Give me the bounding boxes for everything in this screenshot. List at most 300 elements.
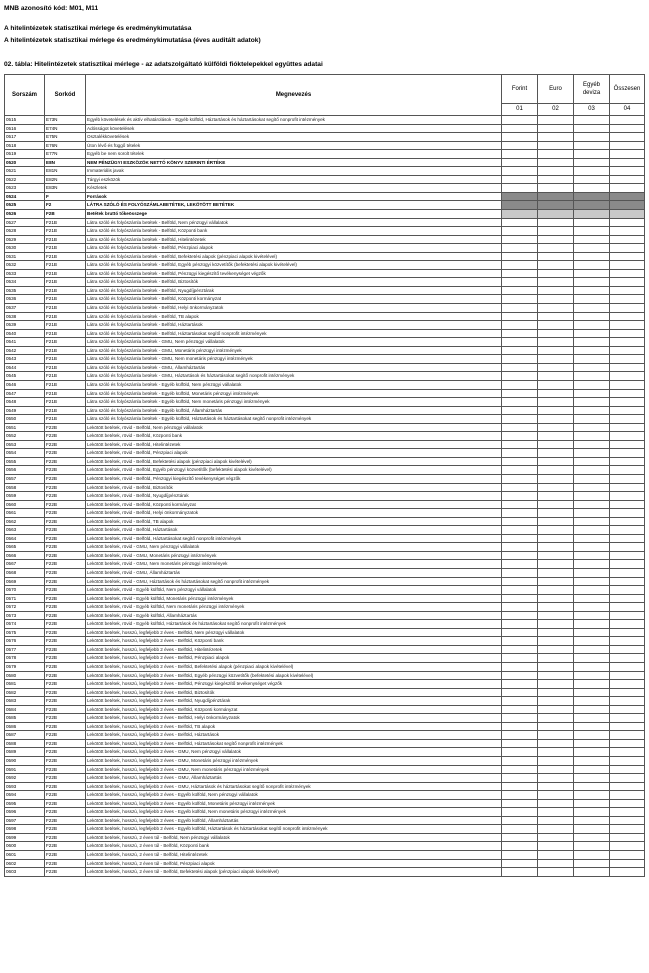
table-row xyxy=(5,492,645,501)
table-row xyxy=(5,799,645,808)
row-sorszam: 0561 xyxy=(5,509,45,518)
value-cell-egyeb-deviza xyxy=(574,483,610,492)
value-cell-forint xyxy=(502,859,538,868)
table-row xyxy=(5,765,645,774)
value-cell-euro xyxy=(538,304,574,313)
value-cell-forint xyxy=(502,415,538,424)
value-cell-egyeb-deviza xyxy=(574,167,610,176)
row-sorszam: 0554 xyxy=(5,449,45,458)
row-sorkod: F22B xyxy=(45,466,86,475)
row-sorkod: F xyxy=(45,192,86,201)
value-cell-osszesen xyxy=(610,415,645,424)
value-cell-egyeb-deviza xyxy=(574,833,610,842)
table-row xyxy=(5,774,645,783)
table-row xyxy=(5,680,645,689)
value-cell-euro xyxy=(538,705,574,714)
row-sorszam: 0551 xyxy=(5,423,45,432)
table-row xyxy=(5,346,645,355)
value-cell-egyeb-deviza xyxy=(574,663,610,672)
value-cell-euro xyxy=(538,748,574,757)
value-cell-forint xyxy=(502,304,538,313)
value-cell-forint xyxy=(502,594,538,603)
table-row xyxy=(5,551,645,560)
value-cell-euro xyxy=(538,551,574,560)
value-cell-forint xyxy=(502,731,538,740)
table-row xyxy=(5,261,645,270)
value-cell-egyeb-deviza xyxy=(574,304,610,313)
row-sorszam: 0540 xyxy=(5,329,45,338)
row-megnevezes: Lekötött betétek, hosszú, legfeljebb 2 éves - Egyéb külföld, Háztartások és háztartásokat segítő nonprofit intézmények xyxy=(86,825,502,834)
row-sorszam: 0602 xyxy=(5,859,45,868)
value-cell-forint xyxy=(502,406,538,415)
value-cell-forint xyxy=(502,321,538,330)
value-cell-euro xyxy=(538,406,574,415)
value-cell-osszesen xyxy=(610,603,645,612)
value-cell-osszesen xyxy=(610,868,645,877)
row-sorszam: 0526 xyxy=(5,210,45,219)
value-cell-osszesen xyxy=(610,398,645,407)
row-megnevezes: Lekötött betétek, hosszú, legfeljebb 2 éves - GMU, Háztartások és háztartásokat segítő nonprofit intézmények xyxy=(86,782,502,791)
value-cell-forint xyxy=(502,269,538,278)
value-cell-osszesen xyxy=(610,355,645,364)
value-cell-egyeb-deviza xyxy=(574,227,610,236)
value-cell-osszesen xyxy=(610,150,645,159)
value-cell-euro xyxy=(538,363,574,372)
value-cell-forint xyxy=(502,210,538,219)
row-sorkod: F22B xyxy=(45,688,86,697)
row-sorszam: 0562 xyxy=(5,517,45,526)
value-cell-osszesen xyxy=(610,509,645,518)
value-cell-euro xyxy=(538,620,574,629)
value-cell-forint xyxy=(502,671,538,680)
value-cell-osszesen xyxy=(610,671,645,680)
value-cell-osszesen xyxy=(610,731,645,740)
row-megnevezes: Lekötött betétek, hosszú, legfeljebb 2 éves - Egyéb külföld, Monetáris pénzügyi intézmények xyxy=(86,799,502,808)
row-sorkod: F22B xyxy=(45,586,86,595)
value-cell-osszesen xyxy=(610,380,645,389)
value-cell-forint xyxy=(502,680,538,689)
row-megnevezes: Lekötött betétek, rövid - Egyéb külföld, Háztartások és háztartásokat segítő nonprofit intézmények xyxy=(86,620,502,629)
value-cell-forint xyxy=(502,201,538,210)
value-cell-euro xyxy=(538,603,574,612)
row-sorszam: 0577 xyxy=(5,645,45,654)
col-num-01: 01 xyxy=(502,104,538,116)
value-cell-euro xyxy=(538,757,574,766)
table-row xyxy=(5,184,645,193)
row-sorkod: F22B xyxy=(45,663,86,672)
value-cell-forint xyxy=(502,833,538,842)
row-sorszam: 0556 xyxy=(5,466,45,475)
table-row xyxy=(5,235,645,244)
value-cell-euro xyxy=(538,543,574,552)
value-cell-forint xyxy=(502,372,538,381)
value-cell-euro xyxy=(538,628,574,637)
value-cell-osszesen xyxy=(610,218,645,227)
value-cell-euro xyxy=(538,645,574,654)
value-cell-osszesen xyxy=(610,235,645,244)
value-cell-osszesen xyxy=(610,791,645,800)
row-sorszam: 0584 xyxy=(5,705,45,714)
row-sorszam: 0593 xyxy=(5,782,45,791)
row-sorszam: 0594 xyxy=(5,791,45,800)
value-cell-forint xyxy=(502,355,538,364)
table-row xyxy=(5,175,645,184)
value-cell-forint xyxy=(502,423,538,432)
row-megnevezes: Látra szóló és folyószámla betétek - Belföld, Háztartások xyxy=(86,321,502,330)
table-title: 02. tábla: Hitelintézetek statisztikai mérlege - az adatszolgáltató külföldi fióktelepekkel együttes adatai xyxy=(4,61,323,68)
value-cell-euro xyxy=(538,278,574,287)
value-cell-osszesen xyxy=(610,329,645,338)
row-megnevezes: Látra szóló és folyószámla betétek - Belföld, Háztartásokat segítő nonprofit intézmények xyxy=(86,329,502,338)
value-cell-egyeb-deviza xyxy=(574,286,610,295)
value-cell-euro xyxy=(538,526,574,535)
table-row xyxy=(5,534,645,543)
value-cell-osszesen xyxy=(610,252,645,261)
value-cell-egyeb-deviza xyxy=(574,355,610,364)
value-cell-euro xyxy=(538,586,574,595)
row-megnevezes: Látra szóló és folyószámla betétek - Egyéb külföld, Nem pénzügyi vállalatok xyxy=(86,380,502,389)
value-cell-osszesen xyxy=(610,423,645,432)
value-cell-forint xyxy=(502,526,538,535)
row-sorszam: 0529 xyxy=(5,235,45,244)
row-sorkod: F22B xyxy=(45,568,86,577)
table-row xyxy=(5,192,645,201)
value-cell-osszesen xyxy=(610,192,645,201)
row-sorkod: F22B xyxy=(45,774,86,783)
row-sorszam: 0586 xyxy=(5,722,45,731)
row-megnevezes: Lekötött betétek, rövid - Belföld, Központi kormányzat xyxy=(86,500,502,509)
row-sorkod: F21B xyxy=(45,329,86,338)
value-cell-euro xyxy=(538,731,574,740)
value-cell-egyeb-deviza xyxy=(574,568,610,577)
row-sorkod: E83N xyxy=(45,184,86,193)
table-row xyxy=(5,517,645,526)
row-sorszam: 0603 xyxy=(5,868,45,877)
row-megnevezes: Lekötött betétek, rövid - Belföld, Egyéb pénzügyi közvetítők (befektetési alapok kivételével) xyxy=(86,466,502,475)
table-row xyxy=(5,509,645,518)
row-sorszam: 0534 xyxy=(5,278,45,287)
value-cell-osszesen xyxy=(610,586,645,595)
value-cell-osszesen xyxy=(610,851,645,860)
value-cell-forint xyxy=(502,722,538,731)
row-sorkod: F22B xyxy=(45,474,86,483)
value-cell-euro xyxy=(538,663,574,672)
row-sorszam: 0550 xyxy=(5,415,45,424)
value-cell-euro xyxy=(538,201,574,210)
value-cell-euro xyxy=(538,483,574,492)
row-sorszam: 0581 xyxy=(5,680,45,689)
table-row xyxy=(5,278,645,287)
value-cell-forint xyxy=(502,774,538,783)
column-header-row xyxy=(5,75,645,104)
value-cell-osszesen xyxy=(610,705,645,714)
row-sorkod: F22B xyxy=(45,654,86,663)
table-row xyxy=(5,714,645,723)
table-row xyxy=(5,440,645,449)
table-row xyxy=(5,133,645,142)
value-cell-euro xyxy=(538,218,574,227)
value-cell-osszesen xyxy=(610,739,645,748)
row-sorkod: F21B xyxy=(45,380,86,389)
value-cell-osszesen xyxy=(610,680,645,689)
row-sorszam: 0553 xyxy=(5,440,45,449)
value-cell-euro xyxy=(538,474,574,483)
value-cell-forint xyxy=(502,825,538,834)
value-cell-osszesen xyxy=(610,654,645,663)
col-egyeb-deviza: Egyéb deviza xyxy=(574,75,610,104)
row-sorszam: 0582 xyxy=(5,688,45,697)
row-megnevezes: Látra szóló és folyószámla betétek - GMU, Nem monetáris pénzügyi intézmények xyxy=(86,355,502,364)
value-cell-forint xyxy=(502,261,538,270)
value-cell-euro xyxy=(538,577,574,586)
table-row xyxy=(5,808,645,817)
value-cell-osszesen xyxy=(610,816,645,825)
value-cell-osszesen xyxy=(610,577,645,586)
value-cell-euro xyxy=(538,116,574,125)
value-cell-forint xyxy=(502,791,538,800)
value-cell-egyeb-deviza xyxy=(574,731,610,740)
row-sorszam: 0519 xyxy=(5,150,45,159)
value-cell-euro xyxy=(538,167,574,176)
value-cell-osszesen xyxy=(610,551,645,560)
value-cell-forint xyxy=(502,543,538,552)
row-sorkod: F22B xyxy=(45,808,86,817)
value-cell-forint xyxy=(502,808,538,817)
value-cell-egyeb-deviza xyxy=(574,278,610,287)
value-cell-forint xyxy=(502,158,538,167)
row-sorszam: 0517 xyxy=(5,133,45,142)
value-cell-osszesen xyxy=(610,440,645,449)
row-megnevezes: Egyéb be nem sorolt tételek xyxy=(86,150,502,159)
value-cell-egyeb-deviza xyxy=(574,210,610,219)
table-row xyxy=(5,620,645,629)
row-megnevezes: Lekötött betétek, rövid - Belföld, Helyi önkormányzatok xyxy=(86,509,502,518)
value-cell-egyeb-deviza xyxy=(574,500,610,509)
value-cell-egyeb-deviza xyxy=(574,697,610,706)
row-sorszam: 0542 xyxy=(5,346,45,355)
value-cell-egyeb-deviza xyxy=(574,509,610,518)
row-sorszam: 0591 xyxy=(5,765,45,774)
row-sorkod: F21B xyxy=(45,278,86,287)
table-row xyxy=(5,757,645,766)
row-megnevezes: Lekötött betétek, rövid - Belföld, Nem pénzügyi vállalatok xyxy=(86,423,502,432)
row-sorszam: 0535 xyxy=(5,286,45,295)
value-cell-euro xyxy=(538,842,574,851)
value-cell-egyeb-deviza xyxy=(574,398,610,407)
row-sorkod: F22B xyxy=(45,432,86,441)
value-cell-forint xyxy=(502,551,538,560)
value-cell-euro xyxy=(538,235,574,244)
value-cell-osszesen xyxy=(610,560,645,569)
row-sorkod: F22B xyxy=(45,722,86,731)
row-megnevezes: Lekötött betétek, hosszú, legfeljebb 2 éves - Egyéb külföld, Nem pénzügyi vállalatok xyxy=(86,791,502,800)
value-cell-forint xyxy=(502,457,538,466)
value-cell-forint xyxy=(502,175,538,184)
row-megnevezes: Úton lévő és függő tételek xyxy=(86,141,502,150)
row-sorszam: 0549 xyxy=(5,406,45,415)
value-cell-euro xyxy=(538,671,574,680)
row-megnevezes: Látra szóló és folyószámla betétek - Egyéb külföld, Háztartások és háztartásokat segítő nonprofit intézmények xyxy=(86,415,502,424)
row-sorkod: F22B xyxy=(45,782,86,791)
row-sorszam: 0523 xyxy=(5,184,45,193)
table-row xyxy=(5,466,645,475)
value-cell-egyeb-deviza xyxy=(574,380,610,389)
value-cell-euro xyxy=(538,261,574,270)
row-megnevezes: Látra szóló és folyószámla betétek - Belföld, Pénzpiaci alapok xyxy=(86,244,502,253)
table-row xyxy=(5,739,645,748)
table-row xyxy=(5,628,645,637)
value-cell-euro xyxy=(538,637,574,646)
row-sorkod: E8N xyxy=(45,158,86,167)
row-megnevezes: Lekötött betétek, rövid - Belföld, Pénzpiaci alapok xyxy=(86,449,502,458)
row-sorkod: E82N xyxy=(45,175,86,184)
value-cell-osszesen xyxy=(610,158,645,167)
row-sorszam: 0538 xyxy=(5,312,45,321)
row-sorkod: F22B xyxy=(45,594,86,603)
value-cell-forint xyxy=(502,739,538,748)
row-megnevezes: Látra szóló és folyószámla betétek - GMU, Államháztartás xyxy=(86,363,502,372)
row-sorkod: F22B xyxy=(45,560,86,569)
value-cell-euro xyxy=(538,851,574,860)
row-sorszam: 0558 xyxy=(5,483,45,492)
value-cell-euro xyxy=(538,372,574,381)
row-sorszam: 0600 xyxy=(5,842,45,851)
value-cell-egyeb-deviza xyxy=(574,363,610,372)
value-cell-forint xyxy=(502,663,538,672)
value-cell-forint xyxy=(502,782,538,791)
value-cell-egyeb-deviza xyxy=(574,851,610,860)
row-megnevezes: Lekötött betétek, rövid - GMU, Monetáris pénzügyi intézmények xyxy=(86,551,502,560)
row-sorkod: F21B xyxy=(45,346,86,355)
row-sorkod: F22B xyxy=(45,748,86,757)
row-megnevezes: Lekötött betétek, hosszú, legfeljebb 2 éves - Belföld, TB alapok xyxy=(86,722,502,731)
row-sorkod: F22B xyxy=(45,611,86,620)
value-cell-euro xyxy=(538,175,574,184)
report-subtitle: A hitelintézetek statisztikai mérlege és eredménykimutatása (éves auditált adatok) xyxy=(4,37,261,44)
value-cell-euro xyxy=(538,534,574,543)
row-sorkod: F21B xyxy=(45,218,86,227)
row-sorkod: F22B xyxy=(45,739,86,748)
row-megnevezes: Látra szóló és folyószámla betétek - Egyéb külföld, Államháztartás xyxy=(86,406,502,415)
row-megnevezes: Lekötött betétek, rövid - Belföld, Központi bank xyxy=(86,432,502,441)
value-cell-egyeb-deviza xyxy=(574,457,610,466)
row-sorszam: 0590 xyxy=(5,757,45,766)
value-cell-forint xyxy=(502,851,538,860)
row-sorkod: F22B xyxy=(45,620,86,629)
table-row xyxy=(5,252,645,261)
table-row xyxy=(5,483,645,492)
table-row xyxy=(5,842,645,851)
value-cell-egyeb-deviza xyxy=(574,560,610,569)
row-sorkod: E81N xyxy=(45,167,86,176)
value-cell-osszesen xyxy=(610,526,645,535)
value-cell-osszesen xyxy=(610,363,645,372)
value-cell-osszesen xyxy=(610,688,645,697)
value-cell-osszesen xyxy=(610,808,645,817)
value-cell-egyeb-deviza xyxy=(574,714,610,723)
table-row xyxy=(5,474,645,483)
value-cell-forint xyxy=(502,705,538,714)
value-cell-forint xyxy=(502,184,538,193)
value-cell-forint xyxy=(502,483,538,492)
value-cell-euro xyxy=(538,791,574,800)
table-row xyxy=(5,389,645,398)
value-cell-osszesen xyxy=(610,568,645,577)
row-sorszam: 0587 xyxy=(5,731,45,740)
row-sorkod: F22B xyxy=(45,697,86,706)
row-sorkod: F22B xyxy=(45,551,86,560)
value-cell-egyeb-deviza xyxy=(574,603,610,612)
row-sorszam: 0597 xyxy=(5,816,45,825)
table-row xyxy=(5,671,645,680)
value-cell-egyeb-deviza xyxy=(574,406,610,415)
row-sorszam: 0527 xyxy=(5,218,45,227)
row-sorszam: 0516 xyxy=(5,124,45,133)
value-cell-osszesen xyxy=(610,594,645,603)
table-row xyxy=(5,312,645,321)
col-sorkod: Sorkód xyxy=(45,75,86,116)
value-cell-euro xyxy=(538,321,574,330)
value-cell-euro xyxy=(538,432,574,441)
value-cell-osszesen xyxy=(610,175,645,184)
value-cell-forint xyxy=(502,534,538,543)
row-megnevezes: Lekötött betétek, hosszú, legfeljebb 2 éves - Belföld, Központi kormányzat xyxy=(86,705,502,714)
row-sorszam: 0579 xyxy=(5,663,45,672)
value-cell-egyeb-deviza xyxy=(574,620,610,629)
row-sorkod: F22B xyxy=(45,851,86,860)
value-cell-egyeb-deviza xyxy=(574,517,610,526)
value-cell-euro xyxy=(538,210,574,219)
row-sorkod: F21B xyxy=(45,261,86,270)
table-row xyxy=(5,825,645,834)
value-cell-forint xyxy=(502,449,538,458)
value-cell-forint xyxy=(502,346,538,355)
value-cell-egyeb-deviza xyxy=(574,141,610,150)
value-cell-egyeb-deviza xyxy=(574,611,610,620)
row-megnevezes: Adósságot követelések xyxy=(86,124,502,133)
value-cell-egyeb-deviza xyxy=(574,654,610,663)
row-megnevezes: Lekötött betétek, hosszú, legfeljebb 2 éves - GMU, Monetáris pénzügyi intézmények xyxy=(86,757,502,766)
value-cell-osszesen xyxy=(610,500,645,509)
row-sorszam: 0518 xyxy=(5,141,45,150)
value-cell-osszesen xyxy=(610,321,645,330)
table-row xyxy=(5,269,645,278)
row-sorkod: F22B xyxy=(45,509,86,518)
value-cell-osszesen xyxy=(610,483,645,492)
value-cell-egyeb-deviza xyxy=(574,868,610,877)
value-cell-osszesen xyxy=(610,825,645,834)
row-sorkod: F22B xyxy=(45,765,86,774)
row-sorszam: 0595 xyxy=(5,799,45,808)
value-cell-forint xyxy=(502,218,538,227)
table-row xyxy=(5,722,645,731)
value-cell-forint xyxy=(502,799,538,808)
table-row xyxy=(5,321,645,330)
value-cell-egyeb-deviza xyxy=(574,415,610,424)
row-sorszam: 0541 xyxy=(5,338,45,347)
value-cell-egyeb-deviza xyxy=(574,808,610,817)
row-megnevezes: Készletek xyxy=(86,184,502,193)
value-cell-egyeb-deviza xyxy=(574,534,610,543)
table-row xyxy=(5,637,645,646)
value-cell-forint xyxy=(502,586,538,595)
value-cell-osszesen xyxy=(610,116,645,125)
value-cell-forint xyxy=(502,654,538,663)
row-sorszam: 0544 xyxy=(5,363,45,372)
table-row xyxy=(5,398,645,407)
row-megnevezes: Lekötött betétek, rövid - Belföld, Hitelintézetek xyxy=(86,440,502,449)
value-cell-euro xyxy=(538,286,574,295)
